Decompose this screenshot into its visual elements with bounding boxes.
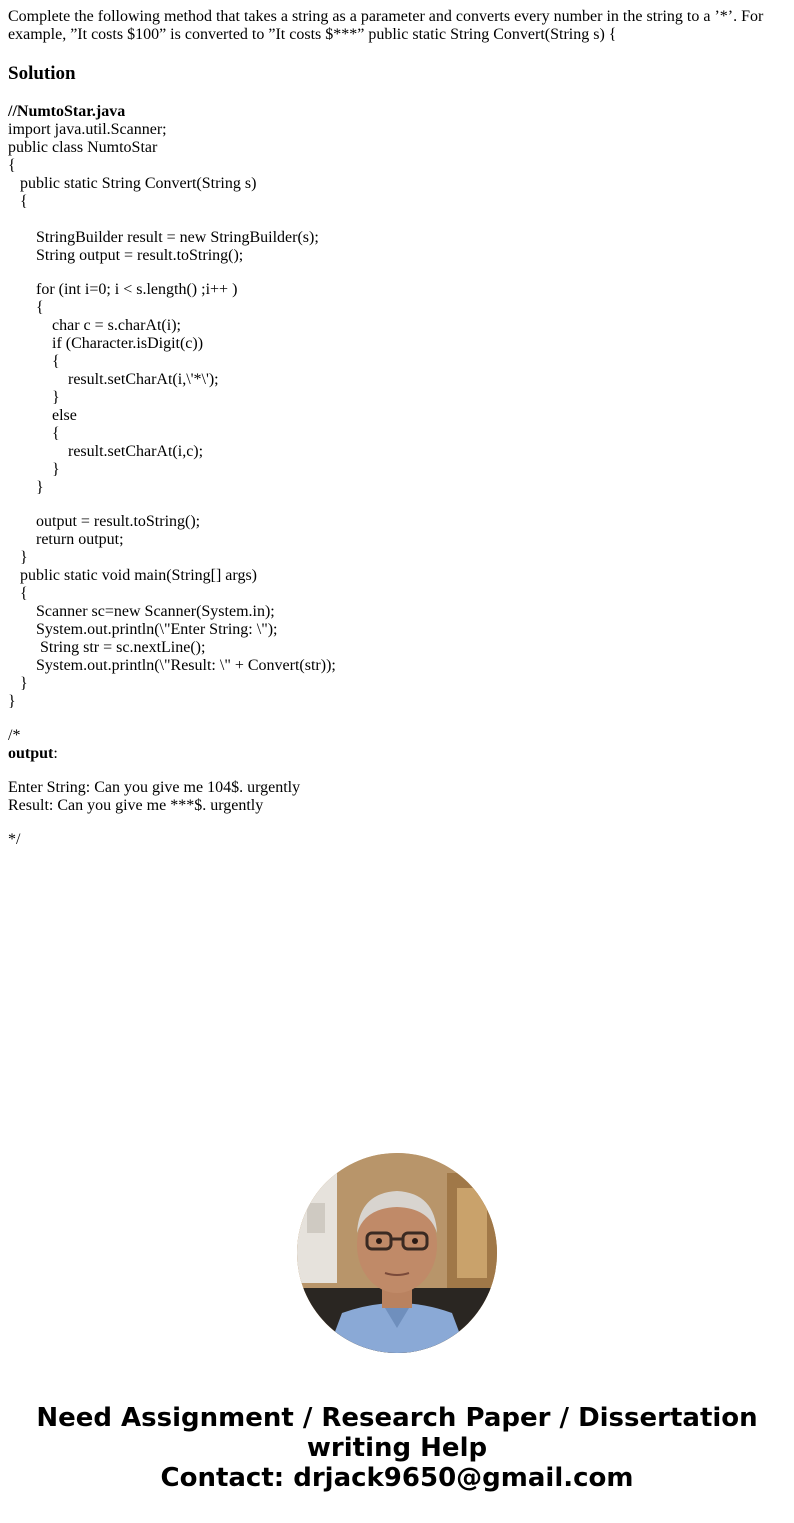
code-line: */ <box>8 831 21 848</box>
code-line: { <box>52 353 60 370</box>
code-line-bold-text: //NumtoStar.java <box>8 103 126 120</box>
code-line: Result: Can you give me ***$. urgently <box>8 797 264 814</box>
code-line: } <box>20 549 28 566</box>
code-line: } <box>36 479 44 496</box>
code-line: char c = s.charAt(i); <box>52 317 181 334</box>
code-line: StringBuilder result = new StringBuilder(s); <box>36 229 319 246</box>
code-line-suffix: : <box>53 745 58 762</box>
code-line: { <box>8 157 16 174</box>
code-line: public class NumtoStar <box>8 139 158 156</box>
code-line: return output; <box>36 531 124 548</box>
promo-line-1: Need Assignment / Research Paper / Dissertation <box>36 1403 758 1433</box>
code-line: if (Character.isDigit(c)) <box>52 335 204 352</box>
code-line: } <box>8 693 16 710</box>
code-line: String output = result.toString(); <box>36 247 244 264</box>
author-photo-icon <box>297 1153 497 1353</box>
code-line: { <box>36 299 44 316</box>
code-line: System.out.println(\"Result: \" + Convert(str)); <box>36 657 336 674</box>
promo-banner <box>0 1403 794 1493</box>
code-line: Enter String: Can you give me 104$. urgently <box>8 779 301 796</box>
code-line: { <box>52 425 60 442</box>
code-line: { <box>20 585 28 602</box>
code-line: public static String Convert(String s) <box>20 175 257 192</box>
code-line: Scanner sc=new Scanner(System.in); <box>36 603 275 620</box>
code-line: result.setCharAt(i,c); <box>68 443 204 460</box>
code-line: output = result.toString(); <box>36 513 201 530</box>
question-line-2: example, ”It costs $100” is converted to ”It costs $***” public static String Convert(String s) { <box>8 26 617 43</box>
code-line <box>8 745 58 763</box>
code-line: } <box>20 675 28 692</box>
author-avatar <box>297 1153 497 1353</box>
code-line <box>8 103 125 121</box>
code-line: result.setCharAt(i,\'*\'); <box>68 371 219 388</box>
solution-heading: Solution <box>8 63 76 84</box>
code-line: import java.util.Scanner; <box>8 121 167 138</box>
promo-line-3: Contact: drjack9650@gmail.com <box>160 1463 634 1493</box>
code-line: public static void main(String[] args) <box>20 567 257 584</box>
question-line-1: Complete the following method that takes a string as a parameter and converts every number in the string to a ’*’. For <box>8 8 764 25</box>
code-line-bold-text: output <box>8 745 54 762</box>
code-line: else <box>52 407 77 424</box>
code-line: String str = sc.nextLine(); <box>36 639 206 656</box>
code-line: } <box>52 389 60 406</box>
code-line: { <box>20 193 28 210</box>
code-line: System.out.println(\"Enter String: \"); <box>36 621 278 638</box>
code-line: for (int i=0; i < s.length() ;i++ ) <box>36 281 238 298</box>
code-line: } <box>52 461 60 478</box>
code-line: /* <box>8 727 21 744</box>
promo-line-2: writing Help <box>306 1433 488 1463</box>
question-text <box>8 8 788 44</box>
